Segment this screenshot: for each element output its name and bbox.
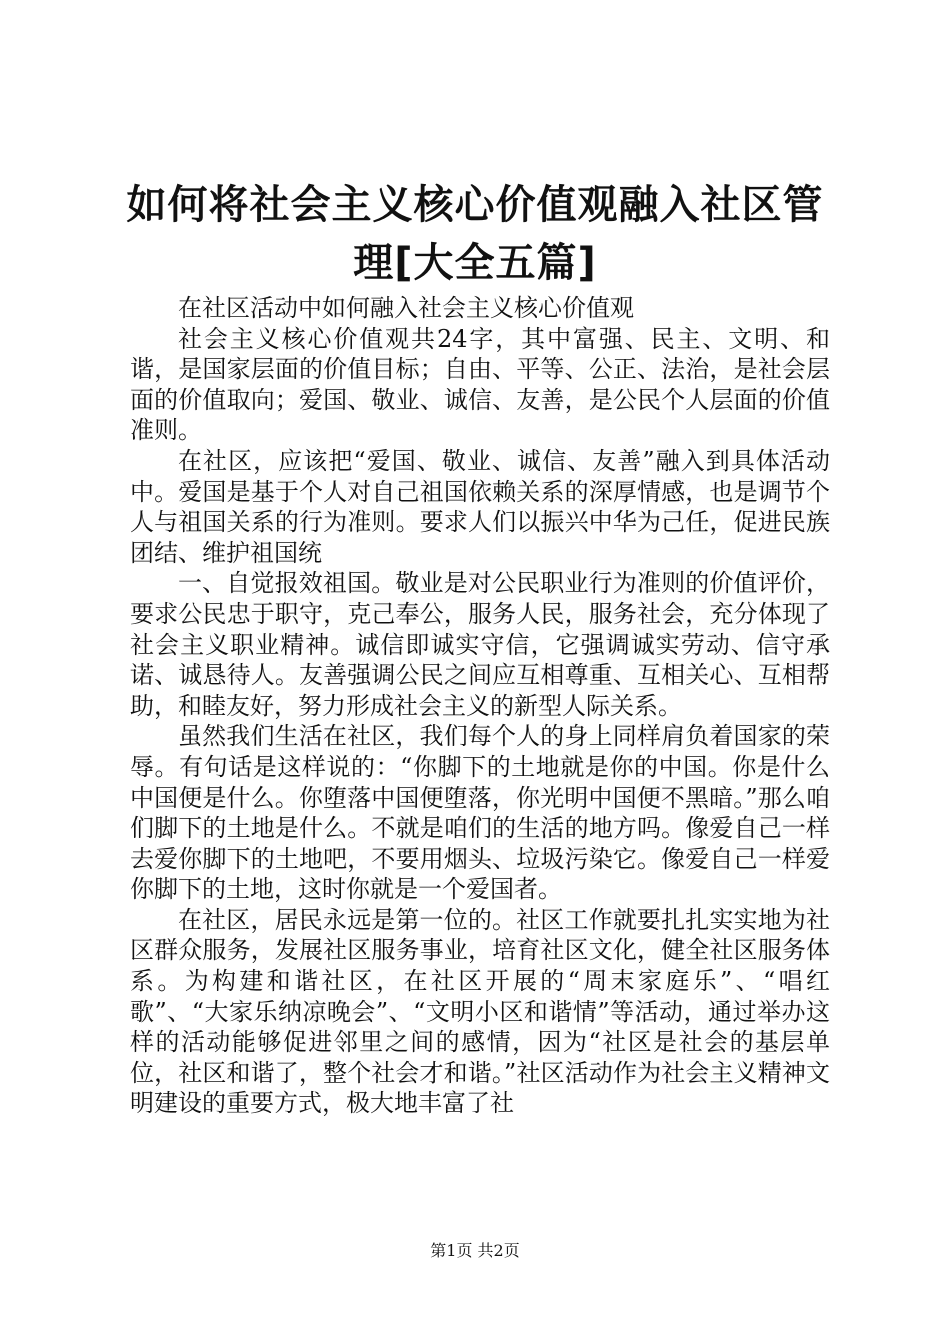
- paragraph: 虽然我们生活在社区，我们每个人的身上同样肩负着国家的荣辱。有句话是这样说的：“你脚下的土地就是你的中国。你是什么中国便是什么。你堕落中国便堕落，你光明中国便不黑暗。”那么咱们脚下的土地是什么。不就是咱们的生活的地方吗。像爱自己一样去爱你脚下的土地吧，不要用烟头、垃圾污染它。像爱自己一样爱你脚下的土地，这时你就是一个爱国者。: [130, 722, 830, 904]
- paragraph: 一、自觉报效祖国。敬业是对公民职业行为准则的价值评价，要求公民忠于职守，克己奉公，服务人民，服务社会，充分体现了社会主义职业精神。诚信即诚实守信，它强调诚实劳动、信守承诺、诚恳待人。友善强调公民之间应互相尊重、互相关心、互相帮助，和睦友好，努力形成社会主义的新型人际关系。: [130, 569, 830, 720]
- page-footer: 第1页 共2页: [430, 1241, 520, 1260]
- paragraph: 在社区，居民永远是第一位的。社区工作就要扎扎实实地为社区群众服务，发展社区服务事业，培育社区文化，健全社区服务体系。为构建和谐社区，在社区开展的“周末家庭乐”、“唱红歌”、“大家乐纳凉晚会”、“文明小区和谐情”等活动，通过举办这样的活动能够促进邻里之间的感情，因为“社区是社会的基层单位，社区和谐了，整个社会才和谐。”社区活动作为社会主义精神文明建设的重要方式，极大地丰富了社: [130, 905, 830, 1118]
- paragraph-subtitle: 在社区活动中如何融入社会主义核心价值观: [178, 294, 634, 322]
- document-body: [130, 293, 830, 1119]
- document-title: 如何将社会主义核心价值观融入社区管理[大全五篇]: [126, 182, 824, 286]
- paragraph: 在社区，应该把“爱国、敬业、诚信、友善”融入到具体活动中。爱国是基于个人对自己祖国依赖关系的深厚情感，也是调节个人与祖国关系的行为准则。要求人们以振兴中华为己任，促进民族团结、维护祖国统: [130, 446, 830, 567]
- paragraph: 社会主义核心价值观共24字，其中富强、民主、文明、和谐，是国家层面的价值目标；自由、平等、公正、法治，是社会层面的价值取向；爱国、敬业、诚信、友善，是公民个人层面的价值准则。: [130, 324, 830, 445]
